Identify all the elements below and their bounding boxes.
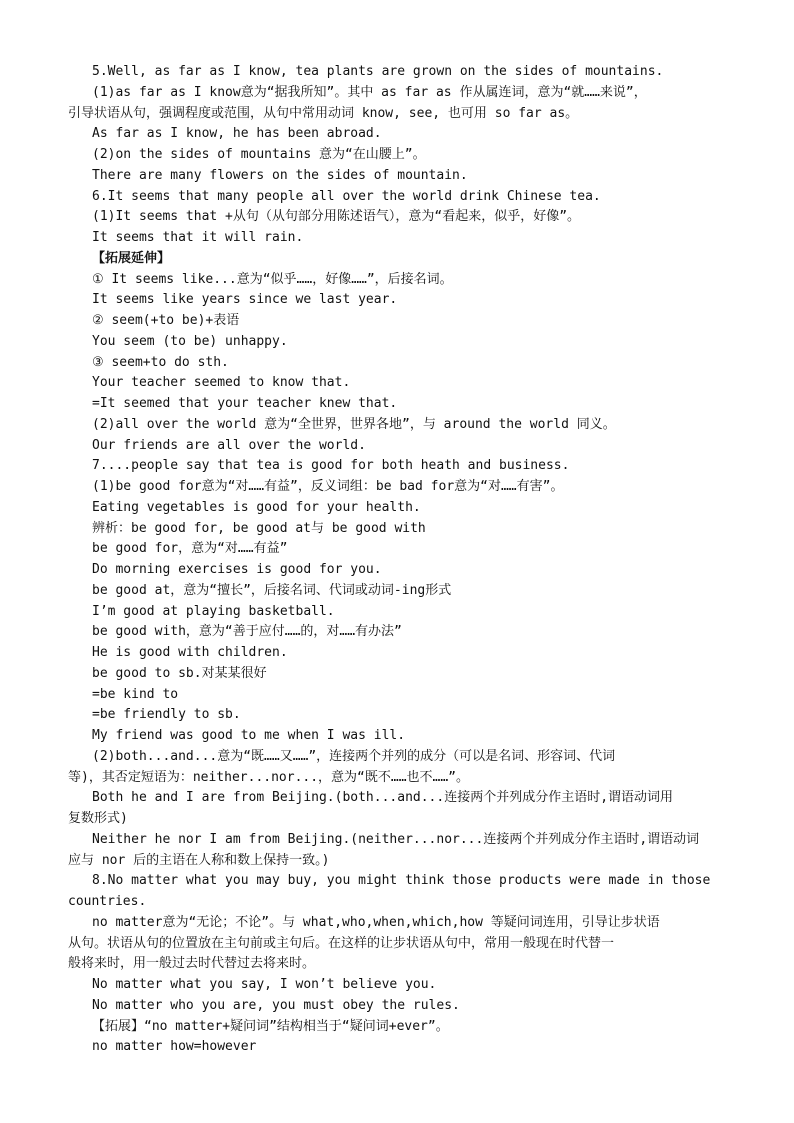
text-line: 辨析：be good for, be good at与 be good with (92, 520, 426, 536)
text-line: (2)all over the world 意为“全世界，世界各地”，与 around the world 同义。 (92, 416, 616, 432)
text-line: 从句。状语从句的位置放在主句前或主句后。在这样的让步状语从句中，常用一般现在时代替一 (68, 935, 615, 951)
text-line: It seems that it will rain. (92, 230, 304, 245)
text-line: There are many flowers on the sides of mountain. (92, 167, 468, 183)
text-line: countries. (68, 894, 147, 909)
text-line: (2)both...and...意为“既……又……”，连接两个并列的成分（可以是名词、形容词、代词 (92, 748, 616, 764)
text-line: You seem (to be) unhappy. (92, 333, 288, 349)
text-line: Eating vegetables is good for your health. (92, 499, 421, 515)
text-line: It seems like years since we last year. (92, 292, 398, 308)
text-line: no matter意为“无论；不论”。与 what,who,when,which,how 等疑问词连用，引导让步状语 (92, 914, 660, 930)
text-line: I’m good at playing basketball. (92, 603, 335, 619)
text-line: be good for，意为“对……有益” (92, 541, 288, 557)
text-line: 7....people say that tea is good for both heath and business. (92, 458, 570, 474)
text-line: My friend was good to me when I was ill. (92, 728, 406, 743)
document-body (68, 62, 732, 1058)
text-line: 8.No matter what you may buy, you might think those products were made in those (92, 873, 711, 889)
text-line: 6.It seems that many people all over the world drink Chinese tea. (92, 188, 601, 204)
text-line: 般将来时，用一般过去时代替过去将来时。 (68, 956, 316, 972)
text-line: Your teacher seemed to know that. (92, 375, 351, 391)
text-line: 【拓展】“no matter+疑问词”结构相当于“疑问词+ever”。 (92, 1018, 449, 1034)
text-line: He is good with children. (92, 645, 288, 660)
text-line: =It seemed that your teacher knew that. (92, 396, 398, 411)
text-line: Neither he nor I am from Beijing.(neither...nor...连接两个并列成分作主语时,谓语动词 (92, 831, 700, 847)
text-line: As far as I know, he has been abroad. (92, 126, 382, 142)
text-line: no matter how=however (92, 1039, 257, 1055)
text-line: ③ seem+to do sth. (92, 354, 229, 370)
text-line: No matter what you say, I won’t believe you. (92, 977, 437, 992)
text-line: Both he and I are from Beijing.(both...and...连接两个并列成分作主语时,谓语动词用 (92, 790, 674, 806)
text-line: 【拓展延伸】 (92, 250, 171, 266)
text-line: Do morning exercises is good for you. (92, 562, 382, 577)
text-line: Our friends are all over the world. (92, 437, 366, 453)
text-line: 5.Well, as far as I know, tea plants are grown on the sides of mountains. (92, 64, 664, 79)
text-line: 等)，其否定短语为：neither...nor...，意为“既不……也不……”。 (68, 769, 470, 785)
text-line: 复数形式) (68, 811, 128, 826)
text-line: be good to sb.对某某很好 (92, 665, 267, 681)
text-line: No matter who you are, you must obey the rules. (92, 997, 460, 1013)
text-line: 引导状语从句，强调程度或范围，从句中常用动词 know, see, 也可用 so far as。 (68, 105, 579, 121)
text-line: (1)as far as I know意为“据我所知”。其中 as far as 作从属连词，意为“就……来说”， (92, 84, 647, 100)
text-line: ① It seems like...意为“似乎……，好像……”，后接名词。 (92, 271, 453, 287)
text-line: be good at，意为“擅长”，后接名词、代词或动词-ing形式 (92, 582, 452, 598)
text-line: (2)on the sides of mountains 意为“在山腰上”。 (92, 147, 426, 162)
text-line: ② seem(+to be)+表语 (92, 313, 240, 328)
text-line: (1)be good for意为“对……有益”，反义词组：be bad for意为“对……有害”。 (92, 479, 564, 494)
text-line: be good with，意为“善于应付……的，对……有办法” (92, 624, 402, 640)
text-line: =be kind to (92, 686, 179, 702)
text-line: =be friendly to sb. (92, 707, 241, 723)
text-line: (1)It seems that +从句（从句部分用陈述语气），意为“看起来，似乎，好像”。 (92, 209, 581, 225)
text-line: 应与 nor 后的主语在人称和数上保持一致。) (68, 852, 330, 868)
